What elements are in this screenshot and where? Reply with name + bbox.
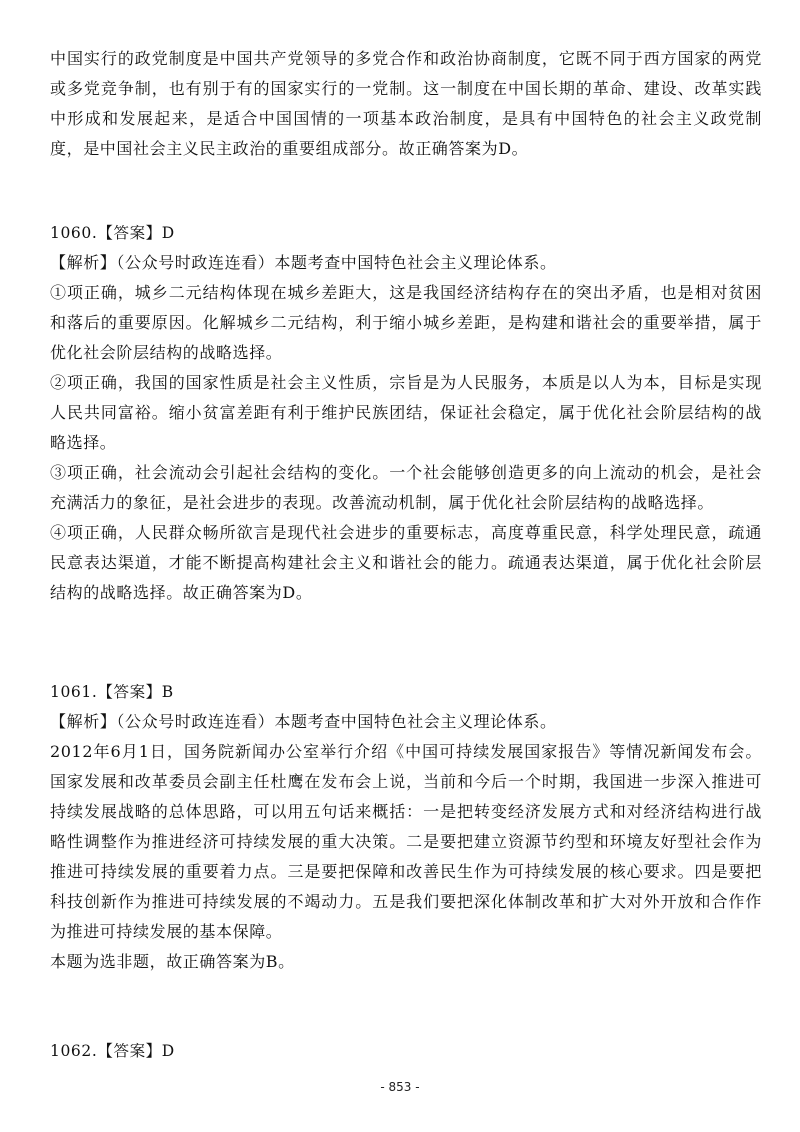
intro-paragraph <box>50 44 762 164</box>
answer-1060-heading: 1060.【答案】D <box>50 224 175 242</box>
answer-1060-item-2: ②项正确，我国的国家性质是社会主义性质，宗旨是为人民服务，本质是以人为本，目标是实现人民共同富裕。缩小贫富差距有利于维护民族团结，保证社会稳定，属于优化社会阶层结构的战略选择。 <box>50 373 762 452</box>
answer-1060-analysis: 【解析】（公众号时政连连看）本题考查中国特色社会主义理论体系。 <box>50 253 557 272</box>
answer-1062 <box>50 1036 762 1066</box>
answer-1060-item-4: ④项正确，人民群众畅所欲言是现代社会进步的重要标志，高度尊重民意，科学处理民意，疏通民意表达渠道，才能不断提高构建社会主义和谐社会的能力。疏通表达渠道，属于优化社会阶层结构的战略选择。故正确答案为D。 <box>50 523 762 602</box>
answer-1060-item-1: ①项正确，城乡二元结构体现在城乡差距大，这是我国经济结构存在的突出矛盾，也是相对贫困和落后的重要原因。化解城乡二元结构，利于缩小城乡差距，是构建和谐社会的重要举措，属于优化社会阶层结构的战略选择。 <box>50 283 762 362</box>
answer-1061-analysis: 【解析】（公众号时政连连看）本题考查中国特色社会主义理论体系。 <box>50 712 557 731</box>
answer-1060-item-3: ③项正确，社会流动会引起社会结构的变化。一个社会能够创造更多的向上流动的机会，是社会充满活力的象征，是社会进步的表现。改善流动机制，属于优化社会阶层结构的战略选择。 <box>50 463 762 512</box>
answer-1060 <box>50 218 762 608</box>
answer-1062-heading: 1062.【答案】D <box>50 1042 175 1060</box>
answer-1061-body: 2012年6月1日，国务院新闻办公室举行介绍《中国可持续发展国家报告》等情况新闻发布会。国家发展和改革委员会副主任杜鹰在发布会上说，当前和今后一个时期，我国进一步深入推进可持续发展战略的总体思路，可以用五句话来概括：一是把转变经济发展方式和对经济结构进行战略性调整作为推进经济可持续发展的重大决策。二是要把建立资源节约型和环境友好型社会作为推进可持续发展的重要着力点。三是要把保障和改善民生作为可持续发展的核心要求。四是要把科技创新作为推进可持续发展的不竭动力。五是我们要把深化体制改革和扩大对外开放和合作作为推进可持续发展的基本保障。 <box>50 742 762 941</box>
answer-1061-heading: 1061.【答案】B <box>50 683 174 701</box>
answer-1061 <box>50 677 762 977</box>
intro-text: 中国实行的政党制度是中国共产党领导的多党合作和政治协商制度，它既不同于西方国家的两党或多党竞争制，也有别于有的国家实行的一党制。这一制度在中国长期的革命、建设、改革实践中形成和发展起来，是适合中国国情的一项基本政治制度，是具有中国特色的社会主义政党制度，是中国社会主义民主政治的重要组成部分。故正确答案为D。 <box>50 49 762 158</box>
answer-1061-conclusion: 本题为选非题，故正确答案为B。 <box>50 952 295 971</box>
page-number: - 853 - <box>380 1080 420 1094</box>
